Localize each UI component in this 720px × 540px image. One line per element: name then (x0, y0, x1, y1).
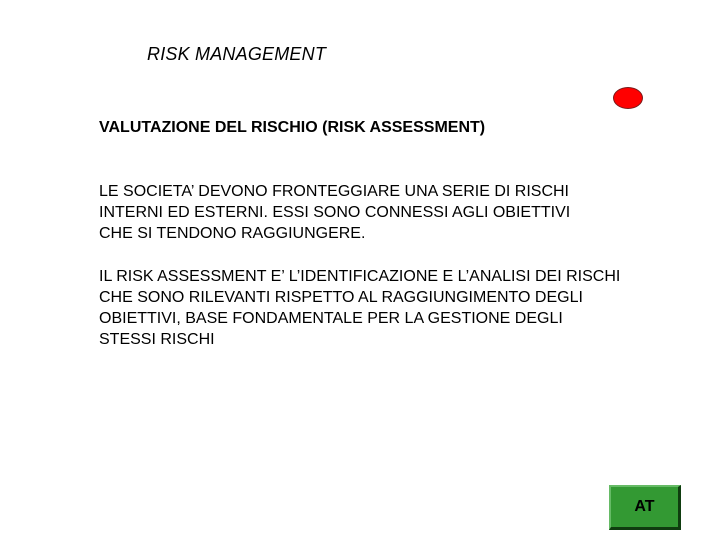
paragraph-line: INTERNI ED ESTERNI. ESSI SONO CONNESSI AGLI OBIETTIVI (99, 204, 571, 221)
slide-title: RISK MANAGEMENT (147, 44, 327, 64)
paragraph-intro (99, 181, 699, 244)
slide-subtitle: VALUTAZIONE DEL RISCHIO (RISK ASSESSMENT) (99, 119, 486, 136)
paragraph-line: STESSI RISCHI (99, 331, 215, 348)
paragraph-line: CHE SI TENDONO RAGGIUNGERE. (99, 225, 366, 242)
paragraph-line: OBIETTIVI, BASE FONDAMENTALE PER LA GESTIONE DEGLI (99, 310, 563, 327)
paragraph-line: LE SOCIETA’ DEVONO FRONTEGGIARE UNA SERIE DI RISCHI (99, 183, 569, 200)
at-nav-button[interactable] (609, 485, 681, 530)
paragraph-line: IL RISK ASSESSMENT E’ L’IDENTIFICAZIONE E L’ANALISI DEI RISCHI (99, 268, 621, 285)
red-dot-icon[interactable] (613, 87, 643, 109)
paragraph-line: CHE SONO RILEVANTI RISPETTO AL RAGGIUNGIMENTO DEGLI (99, 289, 583, 306)
paragraph-definition (99, 266, 699, 350)
at-nav-button-label: AT (634, 498, 655, 515)
